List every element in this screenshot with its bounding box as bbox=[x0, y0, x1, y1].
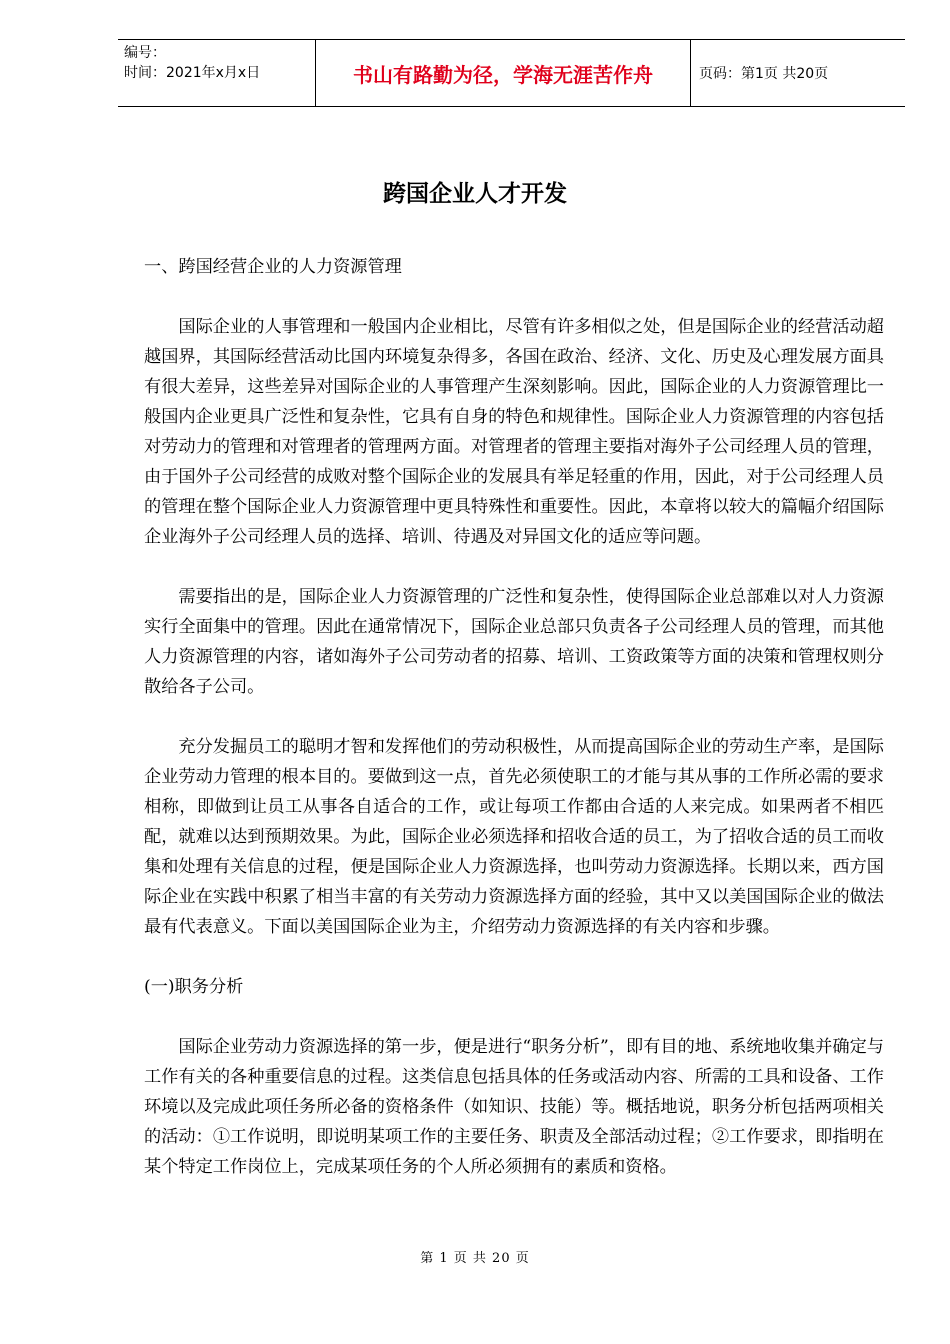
section-heading: 一、跨国经营企业的人力资源管理 bbox=[144, 257, 402, 277]
document-title: 跨国企业人才开发 bbox=[383, 181, 567, 207]
serial-label: 编号： bbox=[124, 45, 166, 61]
header-table bbox=[118, 39, 905, 107]
paragraph-2: 需要指出的是，国际企业人力资源管理的广泛性和复杂性，使得国际企业总部难以对人力资源实行全面集中的管理。因此在通常情况下，国际企业总部只负责各子公司经理人员的管理，而其他人力资源管理的内容，诸如海外子公司劳动者的招募、培训、工资政策等方面的决策和管理权则分散给各子公司。 bbox=[144, 587, 884, 697]
paragraph-1: 国际企业的人事管理和一般国内企业相比，尽管有许多相似之处，但是国际企业的经营活动超越国界，其国际经营活动比国内环境复杂得多，各国在政治、经济、文化、历史及心理发展方面具有很大差异，这些差异对国际企业的人事管理产生深刻影响。因此，国际企业的人力资源管理比一般国内企业更具广泛性和复杂性，它具有自身的特色和规律性。国际企业人力资源管理的内容包括对劳动力的管理和对管理者的管理两方面。对管理者的管理主要指对海外子公司经理人员的管理，由于国外子公司经营的成败对整个国际企业的发展具有举足轻重的作用，因此，对于公司经理人员的管理在整个国际企业人力资源管理中更具特殊性和重要性。因此，本章将以较大的篇幅介绍国际企业海外子公司经理人员的选择、培训、待遇及对异国文化的适应等问题。 bbox=[144, 317, 884, 547]
date-label: 时间：2021年x月x日 bbox=[124, 65, 261, 81]
paragraph-4: 国际企业劳动力资源选择的第一步，便是进行“职务分析”，即有目的地、系统地收集并确定与工作有关的各种重要信息的过程。这类信息包括具体的任务或活动内容、所需的工具和设备、工作环境以及完成此项任务所必备的资格条件（如知识、技能）等。概括地说，职务分析包括两项相关的活动：①工作说明，即说明某项工作的主要任务、职责及全部活动过程；②工作要求，即指明在某个特定工作岗位上，完成某项任务的个人所必须拥有的素质和资格。 bbox=[144, 1037, 884, 1177]
document-body bbox=[144, 252, 884, 1212]
paragraph-3: 充分发掘员工的聪明才智和发挥他们的劳动积极性，从而提高国际企业的劳动生产率，是国际企业劳动力管理的根本目的。要做到这一点，首先必须使职工的才能与其从事的工作所必需的要求相称，即做到让员工从事各自适合的工作，或让每项工作都由合适的人来完成。如果两者不相匹配，就难以达到预期效果。为此，国际企业必须选择和招收合适的员工，为了招收合适的员工而收集和处理有关信息的过程，便是国际企业人力资源选择，也叫劳动力资源选择。长期以来，西方国际企业在实践中积累了相当丰富的有关劳动力资源选择方面的经验，其中又以美国国际企业的做法最有代表意义。下面以美国国际企业为主，介绍劳动力资源选择的有关内容和步骤。 bbox=[144, 737, 884, 937]
header-meta bbox=[118, 40, 316, 106]
header-page-info: 页码：第1页 共20页 bbox=[699, 66, 829, 82]
subheading: (一)职务分析 bbox=[144, 977, 244, 997]
header-motto: 书山有路勤为径，学海无涯苦作舟 bbox=[316, 40, 691, 106]
page-footer: 第 1 页 共 20 页 bbox=[420, 1251, 530, 1266]
